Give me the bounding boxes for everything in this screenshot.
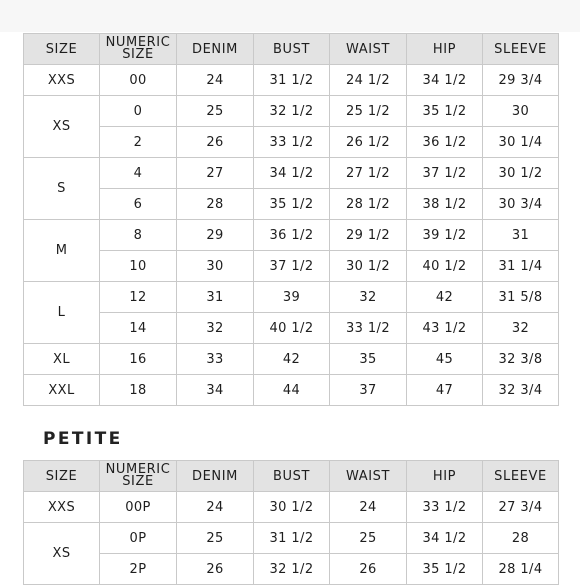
- measurement-cell: 8: [100, 220, 177, 251]
- column-header: WAIST: [330, 461, 407, 492]
- measurement-cell: 47: [407, 375, 483, 406]
- measurement-cell: 26: [177, 554, 254, 585]
- measurement-cell: 37 1/2: [407, 158, 483, 189]
- measurement-cell: 28 1/4: [483, 554, 559, 585]
- measurement-cell: 43 1/2: [407, 313, 483, 344]
- measurement-cell: 31 5/8: [483, 282, 559, 313]
- column-header: SLEEVE: [483, 461, 559, 492]
- measurement-cell: 31: [483, 220, 559, 251]
- column-header: HIP: [407, 461, 483, 492]
- measurement-cell: 28: [177, 189, 254, 220]
- measurement-cell: 29 3/4: [483, 65, 559, 96]
- table-row: [24, 523, 559, 554]
- column-header: SIZE: [24, 34, 100, 65]
- measurement-cell: 36 1/2: [407, 127, 483, 158]
- petite-size-chart-table: [23, 460, 559, 585]
- column-header: SIZE: [24, 461, 100, 492]
- measurement-cell: 30 1/2: [330, 251, 407, 282]
- measurement-cell: 25: [177, 523, 254, 554]
- table-row: [24, 158, 559, 189]
- measurement-cell: 42: [254, 344, 330, 375]
- size-cell: XS: [24, 523, 100, 585]
- table-row: [24, 492, 559, 523]
- measurement-cell: 24 1/2: [330, 65, 407, 96]
- size-cell: XL: [24, 344, 100, 375]
- table-row: [24, 220, 559, 251]
- measurement-cell: 12: [100, 282, 177, 313]
- table-row: [24, 251, 559, 282]
- measurement-cell: 25 1/2: [330, 96, 407, 127]
- measurement-cell: 14: [100, 313, 177, 344]
- measurement-cell: 26: [177, 127, 254, 158]
- measurement-cell: 32 3/4: [483, 375, 559, 406]
- measurement-cell: 26 1/2: [330, 127, 407, 158]
- measurement-cell: 31 1/2: [254, 65, 330, 96]
- column-header: SLEEVE: [483, 34, 559, 65]
- column-header: DENIM: [177, 34, 254, 65]
- measurement-cell: 32: [177, 313, 254, 344]
- measurement-cell: 31 1/2: [254, 523, 330, 554]
- column-header: NUMERIC SIZE: [100, 461, 177, 492]
- measurement-cell: 00: [100, 65, 177, 96]
- measurement-cell: 24: [177, 65, 254, 96]
- measurement-cell: 27 1/2: [330, 158, 407, 189]
- measurement-cell: 34 1/2: [407, 523, 483, 554]
- measurement-cell: 30: [483, 96, 559, 127]
- measurement-cell: 30 1/2: [254, 492, 330, 523]
- top-bar: [0, 0, 580, 32]
- measurement-cell: 35 1/2: [254, 189, 330, 220]
- size-cell: XXS: [24, 65, 100, 96]
- header-row: [24, 461, 559, 492]
- measurement-cell: 24: [330, 492, 407, 523]
- header-row: [24, 34, 559, 65]
- measurement-cell: 00P: [100, 492, 177, 523]
- measurement-cell: 40 1/2: [254, 313, 330, 344]
- table-body: [24, 65, 559, 406]
- size-cell: XXL: [24, 375, 100, 406]
- table-row: [24, 344, 559, 375]
- measurement-cell: 45: [407, 344, 483, 375]
- measurement-cell: 25: [177, 96, 254, 127]
- measurement-cell: 32: [483, 313, 559, 344]
- table-row: [24, 282, 559, 313]
- size-cell: S: [24, 158, 100, 220]
- measurement-cell: 6: [100, 189, 177, 220]
- column-header: DENIM: [177, 461, 254, 492]
- measurement-cell: 26: [330, 554, 407, 585]
- table-row: [24, 96, 559, 127]
- table-row: [24, 375, 559, 406]
- table-row: [24, 313, 559, 344]
- measurement-cell: 37 1/2: [254, 251, 330, 282]
- table-row: [24, 127, 559, 158]
- measurement-cell: 28 1/2: [330, 189, 407, 220]
- measurement-cell: 24: [177, 492, 254, 523]
- column-header: NUMERIC SIZE: [100, 34, 177, 65]
- petite-heading: PETITE: [43, 429, 123, 449]
- measurement-cell: 0: [100, 96, 177, 127]
- measurement-cell: 44: [254, 375, 330, 406]
- measurement-cell: 33 1/2: [407, 492, 483, 523]
- measurement-cell: 27 3/4: [483, 492, 559, 523]
- measurement-cell: 0P: [100, 523, 177, 554]
- measurement-cell: 40 1/2: [407, 251, 483, 282]
- size-cell: XS: [24, 96, 100, 158]
- measurement-cell: 2: [100, 127, 177, 158]
- measurement-cell: 30 3/4: [483, 189, 559, 220]
- measurement-cell: 35 1/2: [407, 96, 483, 127]
- measurement-cell: 34 1/2: [407, 65, 483, 96]
- measurement-cell: 28: [483, 523, 559, 554]
- measurement-cell: 36 1/2: [254, 220, 330, 251]
- measurement-cell: 27: [177, 158, 254, 189]
- size-chart-table: [23, 33, 559, 406]
- size-cell: XXS: [24, 492, 100, 523]
- measurement-cell: 32: [330, 282, 407, 313]
- column-header: HIP: [407, 34, 483, 65]
- size-cell: L: [24, 282, 100, 344]
- measurement-cell: 29: [177, 220, 254, 251]
- measurement-cell: 2P: [100, 554, 177, 585]
- measurement-cell: 31 1/4: [483, 251, 559, 282]
- measurement-cell: 31: [177, 282, 254, 313]
- measurement-cell: 39: [254, 282, 330, 313]
- measurement-cell: 29 1/2: [330, 220, 407, 251]
- size-cell: M: [24, 220, 100, 282]
- measurement-cell: 33 1/2: [330, 313, 407, 344]
- measurement-cell: 16: [100, 344, 177, 375]
- measurement-cell: 32 3/8: [483, 344, 559, 375]
- measurement-cell: 42: [407, 282, 483, 313]
- measurement-cell: 30: [177, 251, 254, 282]
- measurement-cell: 39 1/2: [407, 220, 483, 251]
- measurement-cell: 30 1/2: [483, 158, 559, 189]
- column-header: BUST: [254, 34, 330, 65]
- measurement-cell: 25: [330, 523, 407, 554]
- measurement-cell: 35 1/2: [407, 554, 483, 585]
- measurement-cell: 33 1/2: [254, 127, 330, 158]
- table-row: [24, 189, 559, 220]
- measurement-cell: 34: [177, 375, 254, 406]
- column-header: WAIST: [330, 34, 407, 65]
- measurement-cell: 38 1/2: [407, 189, 483, 220]
- measurement-cell: 37: [330, 375, 407, 406]
- table-header: [24, 34, 559, 65]
- measurement-cell: 30 1/4: [483, 127, 559, 158]
- column-header: BUST: [254, 461, 330, 492]
- measurement-cell: 18: [100, 375, 177, 406]
- measurement-cell: 10: [100, 251, 177, 282]
- table-row: [24, 65, 559, 96]
- table-body: [24, 492, 559, 585]
- measurement-cell: 4: [100, 158, 177, 189]
- measurement-cell: 32 1/2: [254, 96, 330, 127]
- measurement-cell: 34 1/2: [254, 158, 330, 189]
- table-header: [24, 461, 559, 492]
- measurement-cell: 32 1/2: [254, 554, 330, 585]
- measurement-cell: 35: [330, 344, 407, 375]
- measurement-cell: 33: [177, 344, 254, 375]
